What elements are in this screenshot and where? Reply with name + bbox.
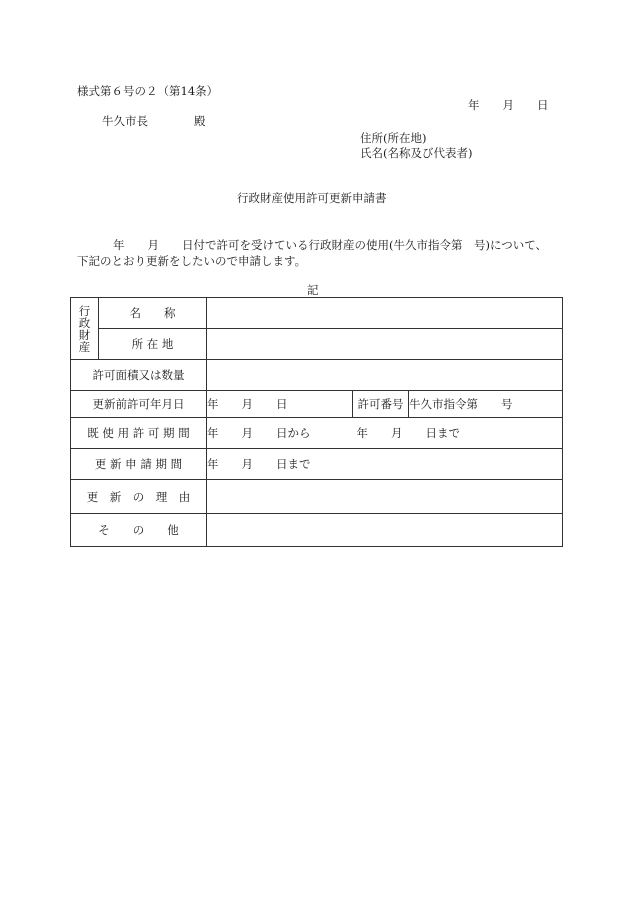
table-row-location	[71, 329, 563, 360]
application-table	[70, 297, 563, 547]
form-number: 様式第６号の２（第14条）	[77, 84, 219, 98]
table-row-area	[71, 360, 563, 391]
name-label: 氏名(名称及び代表者)	[360, 146, 473, 160]
body-line-2: 下記のとおり更新をしたいので申請します。	[77, 254, 307, 268]
permit-number-value[interactable]: 牛久市指令第 号	[409, 391, 563, 418]
area-field[interactable]	[207, 360, 563, 391]
permit-number-label: 許可番号	[353, 391, 409, 418]
prev-date-value[interactable]: 年 月 日	[207, 391, 353, 418]
property-name-label: 名 称	[99, 298, 207, 329]
prev-date-label: 更新前許可年月日	[71, 391, 207, 418]
body-line-1: 年 月 日付で許可を受けている行政財産の使用(牛久市指令第 号)について、	[113, 238, 548, 252]
addressee: 牛久市長 殿	[102, 114, 206, 128]
property-group-label: 行 政 財 産	[71, 298, 99, 360]
request-period-value[interactable]: 年 月 日まで	[207, 449, 563, 480]
area-label: 許可面積又は数量	[71, 360, 207, 391]
request-period-label: 更 新 申 請 期 間	[71, 449, 207, 480]
property-location-field[interactable]	[207, 329, 563, 360]
document-title: 行政財産使用許可更新申請書	[237, 191, 387, 205]
table-row-name	[71, 298, 563, 329]
table-row-other	[71, 514, 563, 547]
table-row-request-period	[71, 449, 563, 480]
record-label: 記	[307, 283, 319, 297]
table-row-prev-date	[71, 391, 563, 418]
existing-period-value[interactable]: 年 月 日から 年 月 日まで	[207, 418, 563, 449]
existing-period-label: 既 使 用 許 可 期 間	[71, 418, 207, 449]
other-label: そ の 他	[71, 514, 207, 547]
property-location-label: 所 在 地	[99, 329, 207, 360]
address-label: 住所(所在地)	[360, 131, 427, 145]
other-field[interactable]	[207, 514, 563, 547]
reason-label: 更 新 の 理 由	[71, 480, 207, 514]
date-line: 年 月 日	[468, 98, 549, 112]
property-name-field[interactable]	[207, 298, 563, 329]
reason-field[interactable]	[207, 480, 563, 514]
table-row-reason	[71, 480, 563, 514]
table-row-existing-period	[71, 418, 563, 449]
